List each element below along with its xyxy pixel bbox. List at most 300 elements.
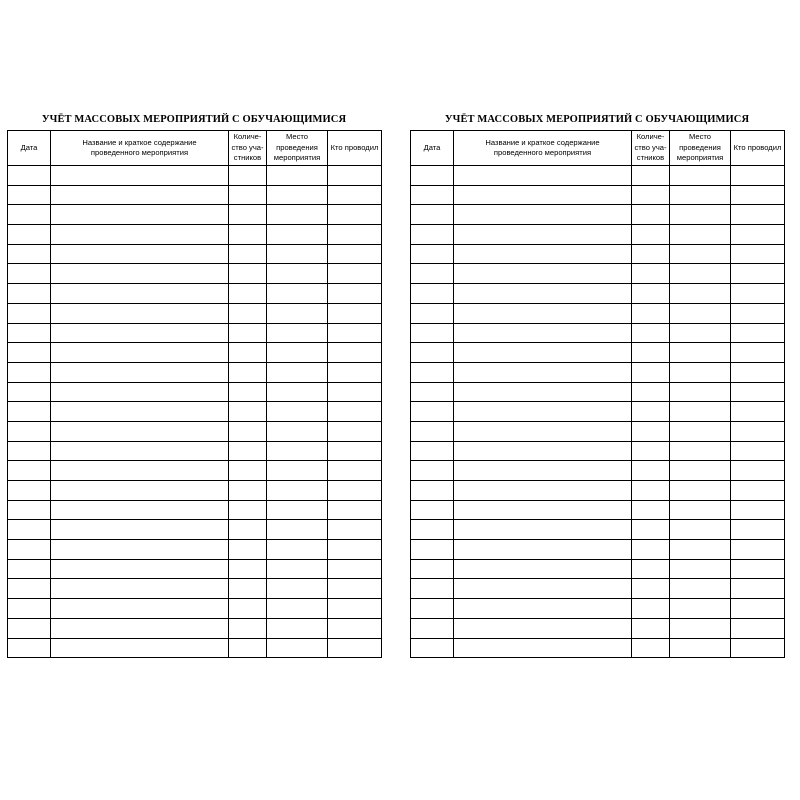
place-cell <box>267 559 328 579</box>
header-date: Дата <box>411 131 454 166</box>
table-row <box>8 382 382 402</box>
date-cell <box>8 500 51 520</box>
event-cell <box>454 284 632 304</box>
place-cell <box>267 343 328 363</box>
event-cell <box>51 441 229 461</box>
place-cell <box>670 284 731 304</box>
place-cell <box>670 225 731 245</box>
count-cell <box>229 520 267 540</box>
who-cell <box>731 461 785 481</box>
header-event: Название и краткое содержание проведенного мероприятия <box>454 131 632 166</box>
table-row <box>8 441 382 461</box>
event-cell <box>454 481 632 501</box>
place-cell <box>267 638 328 658</box>
place-cell <box>670 205 731 225</box>
count-cell <box>229 421 267 441</box>
date-cell <box>8 441 51 461</box>
header-row <box>8 131 382 166</box>
event-cell <box>454 599 632 619</box>
table-row <box>8 520 382 540</box>
date-cell <box>411 599 454 619</box>
date-cell <box>411 362 454 382</box>
table-row <box>411 303 785 323</box>
who-cell <box>328 264 382 284</box>
count-cell <box>229 441 267 461</box>
who-cell <box>328 303 382 323</box>
date-cell <box>8 362 51 382</box>
date-cell <box>8 638 51 658</box>
who-cell <box>731 579 785 599</box>
table-row <box>8 225 382 245</box>
date-cell <box>8 166 51 186</box>
who-cell <box>731 244 785 264</box>
event-cell <box>51 166 229 186</box>
date-cell <box>411 303 454 323</box>
date-cell <box>8 461 51 481</box>
place-cell <box>670 520 731 540</box>
table-row <box>8 264 382 284</box>
date-cell <box>411 264 454 284</box>
who-cell <box>328 343 382 363</box>
table-row <box>8 540 382 560</box>
count-cell <box>229 166 267 186</box>
count-cell <box>632 481 670 501</box>
place-cell <box>267 185 328 205</box>
place-cell <box>267 618 328 638</box>
date-cell <box>8 185 51 205</box>
count-cell <box>632 382 670 402</box>
count-cell <box>632 264 670 284</box>
event-cell <box>454 559 632 579</box>
who-cell <box>731 323 785 343</box>
count-cell <box>632 559 670 579</box>
place-cell <box>670 244 731 264</box>
table-row <box>411 441 785 461</box>
place-cell <box>267 225 328 245</box>
who-cell <box>328 244 382 264</box>
date-cell <box>411 500 454 520</box>
place-cell <box>267 244 328 264</box>
event-cell <box>454 402 632 422</box>
place-cell <box>670 599 731 619</box>
who-cell <box>731 343 785 363</box>
date-cell <box>8 343 51 363</box>
date-cell <box>8 303 51 323</box>
place-cell <box>267 441 328 461</box>
who-cell <box>328 225 382 245</box>
date-cell <box>8 559 51 579</box>
who-cell <box>328 618 382 638</box>
place-cell <box>670 362 731 382</box>
event-cell <box>454 441 632 461</box>
count-cell <box>229 362 267 382</box>
place-cell <box>267 323 328 343</box>
event-cell <box>454 382 632 402</box>
event-cell <box>454 225 632 245</box>
event-cell <box>454 343 632 363</box>
table-row <box>8 166 382 186</box>
event-cell <box>51 244 229 264</box>
who-cell <box>731 402 785 422</box>
date-cell <box>411 579 454 599</box>
event-cell <box>51 520 229 540</box>
table-row <box>411 284 785 304</box>
count-cell <box>229 599 267 619</box>
date-cell <box>8 421 51 441</box>
count-cell <box>632 343 670 363</box>
count-cell <box>229 343 267 363</box>
right-page <box>410 110 784 658</box>
date-cell <box>411 205 454 225</box>
table-row <box>8 579 382 599</box>
place-cell <box>267 579 328 599</box>
table-row <box>411 323 785 343</box>
place-cell <box>670 323 731 343</box>
table-row <box>411 166 785 186</box>
who-cell <box>731 284 785 304</box>
count-cell <box>229 638 267 658</box>
place-cell <box>267 599 328 619</box>
table-row <box>411 461 785 481</box>
date-cell <box>8 481 51 501</box>
event-cell <box>454 500 632 520</box>
who-cell <box>731 185 785 205</box>
event-cell <box>454 579 632 599</box>
table-row <box>8 323 382 343</box>
who-cell <box>328 559 382 579</box>
table-row <box>8 343 382 363</box>
table-row <box>411 540 785 560</box>
count-cell <box>632 303 670 323</box>
table-row <box>411 481 785 501</box>
table-row <box>8 205 382 225</box>
place-cell <box>267 481 328 501</box>
date-cell <box>8 264 51 284</box>
date-cell <box>411 284 454 304</box>
table-row <box>411 264 785 284</box>
table-row <box>411 421 785 441</box>
place-cell <box>670 185 731 205</box>
count-cell <box>632 579 670 599</box>
place-cell <box>670 382 731 402</box>
event-cell <box>51 579 229 599</box>
header-place: Место проведения мероприятия <box>670 131 731 166</box>
count-cell <box>229 244 267 264</box>
place-cell <box>670 559 731 579</box>
place-cell <box>670 264 731 284</box>
place-cell <box>670 402 731 422</box>
place-cell <box>670 579 731 599</box>
table-row <box>411 599 785 619</box>
who-cell <box>328 284 382 304</box>
place-cell <box>267 520 328 540</box>
who-cell <box>731 481 785 501</box>
count-cell <box>229 284 267 304</box>
table-row <box>411 362 785 382</box>
table-row <box>411 618 785 638</box>
who-cell <box>328 481 382 501</box>
date-cell <box>411 638 454 658</box>
event-cell <box>51 461 229 481</box>
table-row <box>8 638 382 658</box>
event-cell <box>454 540 632 560</box>
who-cell <box>328 362 382 382</box>
place-cell <box>267 540 328 560</box>
date-cell <box>8 225 51 245</box>
count-cell <box>229 382 267 402</box>
event-cell <box>454 520 632 540</box>
count-cell <box>632 402 670 422</box>
place-cell <box>670 421 731 441</box>
date-cell <box>411 185 454 205</box>
date-cell <box>8 244 51 264</box>
who-cell <box>731 421 785 441</box>
place-cell <box>267 421 328 441</box>
count-cell <box>229 225 267 245</box>
event-cell <box>51 303 229 323</box>
count-cell <box>632 520 670 540</box>
who-cell <box>731 225 785 245</box>
count-cell <box>229 185 267 205</box>
who-cell <box>328 461 382 481</box>
count-cell <box>632 421 670 441</box>
who-cell <box>731 520 785 540</box>
count-cell <box>632 185 670 205</box>
who-cell <box>731 500 785 520</box>
table-row <box>8 618 382 638</box>
table-body <box>8 166 382 658</box>
count-cell <box>632 441 670 461</box>
count-cell <box>632 205 670 225</box>
event-cell <box>51 264 229 284</box>
event-cell <box>454 185 632 205</box>
count-cell <box>229 481 267 501</box>
date-cell <box>8 382 51 402</box>
date-cell <box>8 618 51 638</box>
table-row <box>8 244 382 264</box>
count-cell <box>229 205 267 225</box>
place-cell <box>267 461 328 481</box>
date-cell <box>411 421 454 441</box>
date-cell <box>8 579 51 599</box>
events-table <box>410 130 785 658</box>
event-cell <box>51 205 229 225</box>
event-cell <box>51 185 229 205</box>
who-cell <box>328 638 382 658</box>
who-cell <box>731 559 785 579</box>
who-cell <box>328 382 382 402</box>
date-cell <box>411 441 454 461</box>
table-row <box>8 185 382 205</box>
event-cell <box>454 421 632 441</box>
who-cell <box>328 520 382 540</box>
place-cell <box>670 481 731 501</box>
header-count: Количе- ство уча- стников <box>632 131 670 166</box>
event-cell <box>51 382 229 402</box>
who-cell <box>731 638 785 658</box>
count-cell <box>632 284 670 304</box>
who-cell <box>731 540 785 560</box>
place-cell <box>670 166 731 186</box>
event-cell <box>51 284 229 304</box>
table-row <box>8 461 382 481</box>
table-row <box>411 244 785 264</box>
table-row <box>411 500 785 520</box>
date-cell <box>411 461 454 481</box>
event-cell <box>51 559 229 579</box>
who-cell <box>731 382 785 402</box>
place-cell <box>670 441 731 461</box>
event-cell <box>454 244 632 264</box>
date-cell <box>411 540 454 560</box>
place-cell <box>670 500 731 520</box>
who-cell <box>328 599 382 619</box>
table-row <box>411 638 785 658</box>
count-cell <box>632 244 670 264</box>
count-cell <box>229 579 267 599</box>
count-cell <box>632 618 670 638</box>
event-cell <box>51 540 229 560</box>
count-cell <box>229 303 267 323</box>
who-cell <box>328 205 382 225</box>
header-who: Кто проводил <box>328 131 382 166</box>
place-cell <box>267 500 328 520</box>
who-cell <box>328 323 382 343</box>
count-cell <box>632 540 670 560</box>
date-cell <box>8 520 51 540</box>
count-cell <box>632 599 670 619</box>
who-cell <box>731 618 785 638</box>
header-event: Название и краткое содержание проведенного мероприятия <box>51 131 229 166</box>
event-cell <box>51 481 229 501</box>
header-date: Дата <box>8 131 51 166</box>
place-cell <box>670 343 731 363</box>
count-cell <box>229 323 267 343</box>
date-cell <box>411 402 454 422</box>
date-cell <box>411 382 454 402</box>
place-cell <box>267 166 328 186</box>
count-cell <box>229 618 267 638</box>
table-row <box>8 402 382 422</box>
who-cell <box>328 166 382 186</box>
count-cell <box>632 225 670 245</box>
event-cell <box>51 599 229 619</box>
date-cell <box>8 284 51 304</box>
event-cell <box>454 205 632 225</box>
header-who: Кто проводил <box>731 131 785 166</box>
count-cell <box>229 402 267 422</box>
table-row <box>8 500 382 520</box>
event-cell <box>51 500 229 520</box>
date-cell <box>411 520 454 540</box>
count-cell <box>632 638 670 658</box>
date-cell <box>411 244 454 264</box>
event-cell <box>51 343 229 363</box>
date-cell <box>411 323 454 343</box>
event-cell <box>454 323 632 343</box>
event-cell <box>454 618 632 638</box>
who-cell <box>328 402 382 422</box>
place-cell <box>670 540 731 560</box>
who-cell <box>328 579 382 599</box>
count-cell <box>229 540 267 560</box>
table-row <box>411 185 785 205</box>
table-row <box>411 402 785 422</box>
date-cell <box>8 599 51 619</box>
place-cell <box>267 382 328 402</box>
count-cell <box>229 559 267 579</box>
header-row <box>411 131 785 166</box>
date-cell <box>411 481 454 501</box>
place-cell <box>670 461 731 481</box>
who-cell <box>731 205 785 225</box>
date-cell <box>8 323 51 343</box>
date-cell <box>8 540 51 560</box>
table-row <box>411 205 785 225</box>
count-cell <box>632 362 670 382</box>
event-cell <box>454 461 632 481</box>
place-cell <box>267 264 328 284</box>
table-row <box>411 559 785 579</box>
table-row <box>8 481 382 501</box>
date-cell <box>411 618 454 638</box>
header-count: Количе- ство уча- стников <box>229 131 267 166</box>
count-cell <box>229 500 267 520</box>
table-row <box>8 303 382 323</box>
event-cell <box>51 421 229 441</box>
who-cell <box>328 441 382 461</box>
page-title: УЧЁТ МАССОВЫХ МЕРОПРИЯТИЙ С ОБУЧАЮЩИМИСЯ <box>41 114 347 125</box>
events-table <box>7 130 382 658</box>
event-cell <box>454 638 632 658</box>
event-cell <box>51 225 229 245</box>
place-cell <box>267 205 328 225</box>
page-title: УЧЁТ МАССОВЫХ МЕРОПРИЯТИЙ С ОБУЧАЮЩИМИСЯ <box>444 114 750 125</box>
event-cell <box>454 303 632 323</box>
count-cell <box>632 461 670 481</box>
who-cell <box>328 185 382 205</box>
event-cell <box>454 166 632 186</box>
who-cell <box>731 166 785 186</box>
who-cell <box>731 362 785 382</box>
event-cell <box>454 264 632 284</box>
who-cell <box>328 421 382 441</box>
place-cell <box>267 362 328 382</box>
place-cell <box>670 618 731 638</box>
table-row <box>411 343 785 363</box>
place-cell <box>267 402 328 422</box>
date-cell <box>411 559 454 579</box>
place-cell <box>267 284 328 304</box>
who-cell <box>731 303 785 323</box>
event-cell <box>454 362 632 382</box>
event-cell <box>51 618 229 638</box>
place-cell <box>670 303 731 323</box>
who-cell <box>731 599 785 619</box>
event-cell <box>51 362 229 382</box>
date-cell <box>8 402 51 422</box>
table-row <box>411 225 785 245</box>
table-row <box>8 362 382 382</box>
place-cell <box>670 638 731 658</box>
count-cell <box>632 500 670 520</box>
who-cell <box>731 441 785 461</box>
table-row <box>411 382 785 402</box>
header-place: Место проведения мероприятия <box>267 131 328 166</box>
date-cell <box>411 166 454 186</box>
table-body <box>411 166 785 658</box>
place-cell <box>267 303 328 323</box>
